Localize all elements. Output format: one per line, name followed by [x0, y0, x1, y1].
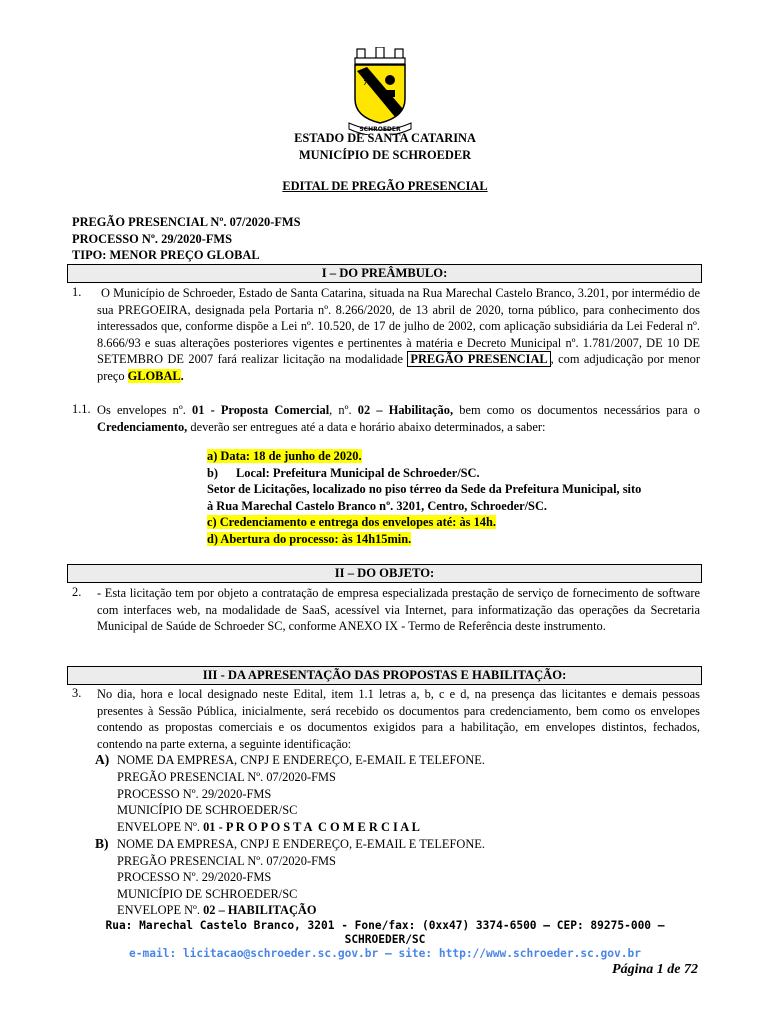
item-number-3: 3. — [72, 686, 82, 700]
state-heading: ESTADO DE SANTA CATARINA — [294, 131, 476, 145]
envelopes-paragraph: Os envelopes nº. 01 - Proposta Comercial, nº. 02 – Habilitação, bem como os documentos necessários para o Credenciamento, deverão ser entregues até a data e horário abaixo determinados, a saber: — [97, 403, 700, 434]
section-preambulo-heading: I – DO PREÂMBULO: — [67, 264, 702, 283]
schedule-setor-1: Setor de Licitações, localizado no piso térreo da Sede da Prefeitura Municipal, sito — [207, 482, 642, 497]
schedule-date: a) Data: 18 de junho de 2020. — [207, 449, 362, 463]
envelope-a-line-2: PREGÃO PRESENCIAL Nº. 07/2020-FMS — [117, 770, 336, 784]
tipo-label: TIPO: MENOR PREÇO GLOBAL — [72, 248, 260, 262]
pregao-number: PREGÃO PRESENCIAL Nº. 07/2020-FMS — [72, 215, 301, 229]
section-objeto-heading: II – DO OBJETO: — [67, 564, 702, 583]
envelope-a-line-5: ENVELOPE Nº. 01 - P R O P O S T A C O M E R C I A L — [117, 820, 420, 834]
footer-address-line-1: Rua: Marechal Castelo Branco, 3201 - Fone/fax: (0xx47) 3374-6500 – CEP: 89275-000 – — [105, 919, 665, 932]
envelope-a-label: A) — [95, 752, 110, 767]
modalidade-boxed: PREGÃO PRESENCIAL — [407, 351, 550, 367]
svg-text:♓: ♓ — [362, 74, 373, 88]
item-number-1: 1. — [72, 285, 82, 299]
global-highlight: GLOBAL — [127, 368, 181, 383]
schedule-abertura: d) Abertura do processo: às 14h15min. — [207, 531, 412, 546]
envelope-b-line-2: PREGÃO PRESENCIAL Nº. 07/2020-FMS — [117, 854, 336, 868]
schedule-credenciamento: c) Credenciamento e entrega dos envelopes até: às 14h. — [207, 515, 496, 530]
footer-contact-links[interactable]: e-mail: licitacao@schroeder.sc.gov.br – site: http://www.schroeder.sc.gov.br — [129, 947, 641, 960]
schedule-list — [207, 448, 707, 548]
item-number-2: 2. — [72, 585, 82, 599]
envelope-a-line-1: NOME DA EMPRESA, CNPJ E ENDEREÇO, E-EMAIL E TELEFONE. — [117, 753, 485, 767]
municipality-heading: MUNICÍPIO DE SCHROEDER — [298, 147, 472, 162]
schedule-local: b) Local: Prefeitura Municipal de Schroeder/SC. — [207, 465, 480, 480]
footer-address-line-2: SCHROEDER/SC — [344, 933, 426, 946]
objeto-paragraph: - Esta licitação tem por objeto a contratação de empresa especializada prestação de serviço de fornecimento de software com interfaces web, na modalidade de SaaS, acessível via Internet, para informatização das operações da Secretaria Municipal de Saúde de Schroeder SC, conforme ANEXO IX - Termo de Referência deste instrumento. — [97, 586, 700, 634]
page-number: Página 1 de 72 — [612, 962, 698, 977]
envelope-b-line-4: MUNICÍPIO DE SCHROEDER/SC — [117, 887, 298, 901]
envelope-b-label: B) — [95, 836, 109, 851]
crest-ribbon-text: SCHROEDER — [359, 126, 401, 133]
envelope-b-line-5: ENVELOPE Nº. 02 – HABILITAÇÃO — [117, 903, 317, 917]
envelope-b-line-1: NOME DA EMPRESA, CNPJ E ENDEREÇO, E-EMAIL E TELEFONE. — [117, 837, 485, 851]
edital-title: EDITAL DE PREGÃO PRESENCIAL — [282, 179, 488, 193]
preambulo-paragraph: O Município de Schroeder, Estado de Santa Catarina, situada na Rua Marechal Castelo Branco, 3.201, por intermédio de sua PREGOEIRA, designada pela Portaria nº. 8.266/2020, de 13 abril de 2020, torna público, para conhecimento dos interessados que, conforme dispõe a Lei nº. 10.520, de 17 de julho de 2002, com aplicação subsidiária da Lei Federal nº. 8.666/93 e suas alterações posteriores vigentes e pertinentes à matéria e Decreto Municipal nº. 1.781/2007, DE 10 DE SETEMBRO DE 2007 fará realizar licitação na modalidade PREGÃO PRESENCIAL , com adjudicação por menor preço GLOBAL. — [97, 286, 700, 383]
processo-number: PROCESSO Nº. 29/2020-FMS — [72, 231, 233, 246]
envelope-b-line-3: PROCESSO Nº. 29/2020-FMS — [117, 870, 272, 884]
envelope-a-line-4: MUNICÍPIO DE SCHROEDER/SC — [117, 803, 298, 817]
propostas-paragraph: No dia, hora e local designado neste Edital, item 1.1 letras a, b, c e d, na presença das licitantes e demais pessoas presentes à Sessão Pública, inicialmente, será recebido os documentos para credenciamento, bem como os envelopes contendo as propostas comerciais e os documentos exigidos para a habilitação, em envelopes distintos, fechados, contendo na parte externa, a seguinte identificação: — [97, 687, 700, 751]
item-number-1-1: 1.1. — [72, 402, 91, 416]
municipal-crest-icon — [345, 47, 415, 135]
section-propostas-heading: III - DA APRESENTAÇÃO DAS PROPOSTAS E HABILITAÇÃO: — [67, 666, 702, 685]
envelope-a-line-3: PROCESSO Nº. 29/2020-FMS — [117, 787, 272, 801]
schedule-setor-2: à Rua Marechal Castelo Branco nº. 3201, Centro, Schroeder/SC. — [207, 498, 547, 513]
